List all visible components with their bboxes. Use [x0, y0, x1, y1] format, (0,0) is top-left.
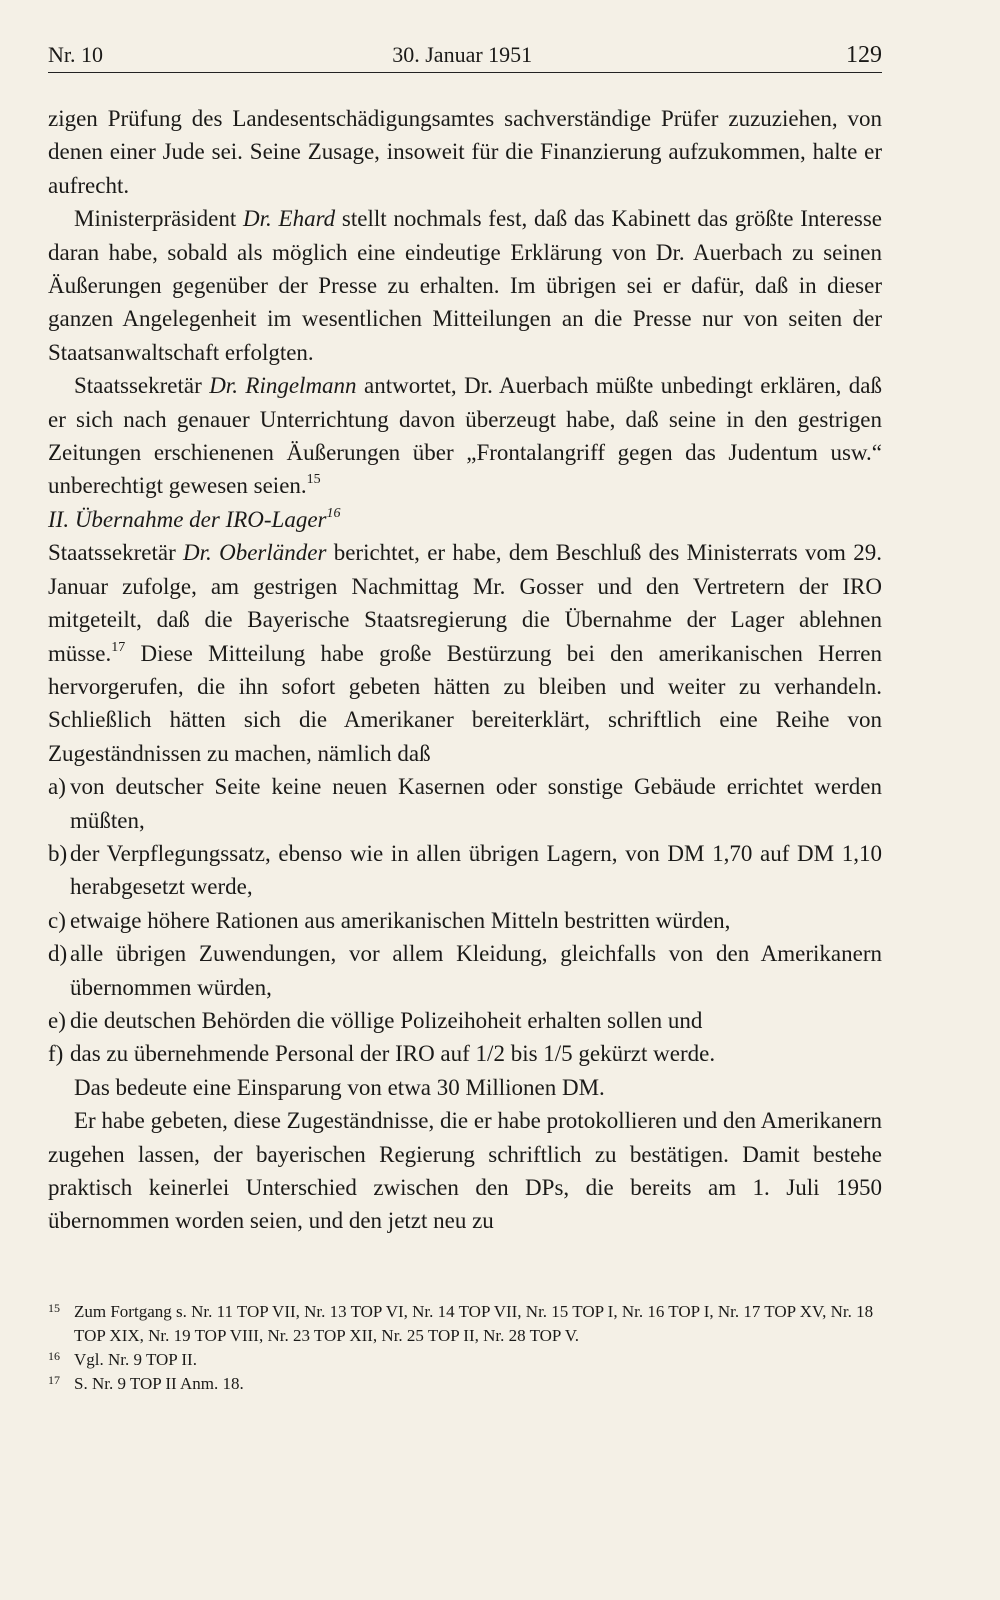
- list-item-text: die deutschen Behörden die völlige Polizeihoheit erhalten sollen und: [70, 1007, 703, 1033]
- footnote: [48, 1348, 882, 1372]
- list-item: [48, 770, 882, 837]
- list-marker: f): [48, 1041, 64, 1067]
- issue-number: Nr. 10: [48, 42, 103, 67]
- paragraph: Das bedeute eine Einsparung von etwa 30 Millionen DM.: [74, 1074, 605, 1100]
- paragraph: Ministerpräsident Dr. Ehard stellt nochmals fest, daß das Kabinett das größte Interesse daran habe, sobald als möglich eine eindeutige Erklärung von Dr. Auerbach zu seinen Äußerungen gegenüber der Presse zu erhalten. Im übrigen sei er dafür, daß in dieser ganzen Angelegenheit im wesentlichen Mitteilungen an die Presse nur von seiten der Staatsanwaltschaft erfolgten.: [48, 206, 882, 365]
- list-item-text: der Verpflegungssatz, ebenso wie in allen übrigen Lagern, von DM 1,70 auf DM 1,10 herabgesetzt werde,: [70, 840, 882, 900]
- list-marker: c): [48, 907, 66, 933]
- list-item: [48, 837, 882, 904]
- person-name: Dr. Ehard: [243, 206, 336, 232]
- list-item: [48, 937, 882, 1004]
- concession-list: [48, 770, 882, 1071]
- paragraph: Staatssekretär Dr. Ringelmann antwortet, Dr. Auerbach müßte unbedingt erklären, daß er sich nach genauer Unterrichtung davon überzeugt habe, daß seine in den gestrigen Zeitungen erschienenen Äußerungen über „Frontalangriff gegen das Judentum usw.“ unberechtigt gewesen seien.$^{15}$: [48, 373, 882, 499]
- footnote-text: S. Nr. 9 TOP II Anm. 18.: [74, 1374, 244, 1393]
- list-item: [48, 1037, 882, 1070]
- body-text: [48, 102, 882, 1238]
- paragraph: Staatssekretär Dr. Oberländer berichtet, er habe, dem Beschluß des Ministerrats vom 29. Januar zufolge, am gestrigen Nachmittag Mr. Gosser und den Vertretern der IRO mitgeteilt, daß die Bayerische Staatsregierung die Übernahme der Lager ablehnen müsse.$^{17}$ Diese Mitteilung habe große Bestürzung bei den amerikanischen Herren hervorgerufen, die ihn sofort gebeten hätten zu bleiben und weiter zu verhandeln. Schließlich hätten sich die Amerikaner bereiterklärt, schriftlich eine Reihe von Zugeständnissen zu machen, nämlich daß: [48, 540, 882, 766]
- page-number: 129: [846, 42, 882, 68]
- footnote-number: 17: [48, 1373, 60, 1387]
- footnote-ref[interactable]: 17: [111, 639, 126, 655]
- section-heading: II. Übernahme der IRO-Lager$^{16}$: [48, 505, 341, 532]
- person-name: Dr. Ringelmann: [209, 373, 357, 399]
- list-marker: e): [48, 1007, 66, 1033]
- list-item-text: das zu übernehmende Personal der IRO auf 1/2 bis 1/5 gekürzt werde.: [70, 1041, 716, 1067]
- list-marker: a): [48, 774, 66, 800]
- footnote-text: Vgl. Nr. 9 TOP II.: [74, 1350, 197, 1369]
- list-item-text: von deutscher Seite keine neuen Kasernen oder sonstige Gebäude errichtet werden müßten,: [70, 774, 882, 833]
- paragraph: Er habe gebeten, diese Zugeständnisse, die er habe protokollieren und den Amerikanern zugehen lassen, der bayerischen Regierung schriftlich zu bestätigen. Damit bestehe praktisch keinerlei Unterschied zwischen den DPs, die bereits am 1. Juli 1950 übernommen worden seien, und den jetzt neu zu: [48, 1108, 882, 1234]
- footnotes: [48, 1300, 882, 1396]
- header-date: 30. Januar 1951: [392, 42, 533, 67]
- footnote-ref[interactable]: 16: [326, 505, 341, 521]
- footnote-number: 16: [48, 1349, 60, 1363]
- list-item-text: etwaige höhere Rationen aus amerikanischen Mitteln bestritten würden,: [70, 907, 731, 933]
- footnote-ref[interactable]: 15: [306, 472, 321, 488]
- list-item-text: alle übrigen Zuwendungen, vor allem Kleidung, gleichfalls von den Amerikanern übernommen würden,: [70, 941, 882, 1000]
- paragraph: zigen Prüfung des Landesentschädigungsamtes sachverständige Prüfer zuzuziehen, von denen einer Jude sei. Seine Zusage, insoweit für die Finanzierung aufzukommen, halte er aufrecht.: [48, 106, 882, 198]
- footnote-number: 15: [48, 1301, 60, 1315]
- list-marker: d): [48, 941, 68, 967]
- footnote: [48, 1372, 882, 1396]
- list-item: [48, 1004, 882, 1037]
- footnote-text: Zum Fortgang s. Nr. 11 TOP VII, Nr. 13 TOP VI, Nr. 14 TOP VII, Nr. 15 TOP I, Nr. 16 TOP I, Nr. 17 TOP XV, Nr. 18 TOP XIX, Nr. 19 TOP VIII, Nr. 23 TOP XII, Nr. 25 TOP II, Nr. 28 TOP V.: [74, 1302, 874, 1345]
- list-item: [48, 904, 882, 937]
- list-marker: b): [48, 840, 68, 866]
- person-name: Dr. Oberländer: [183, 540, 327, 566]
- footnote: [48, 1300, 882, 1348]
- running-header: [48, 38, 882, 73]
